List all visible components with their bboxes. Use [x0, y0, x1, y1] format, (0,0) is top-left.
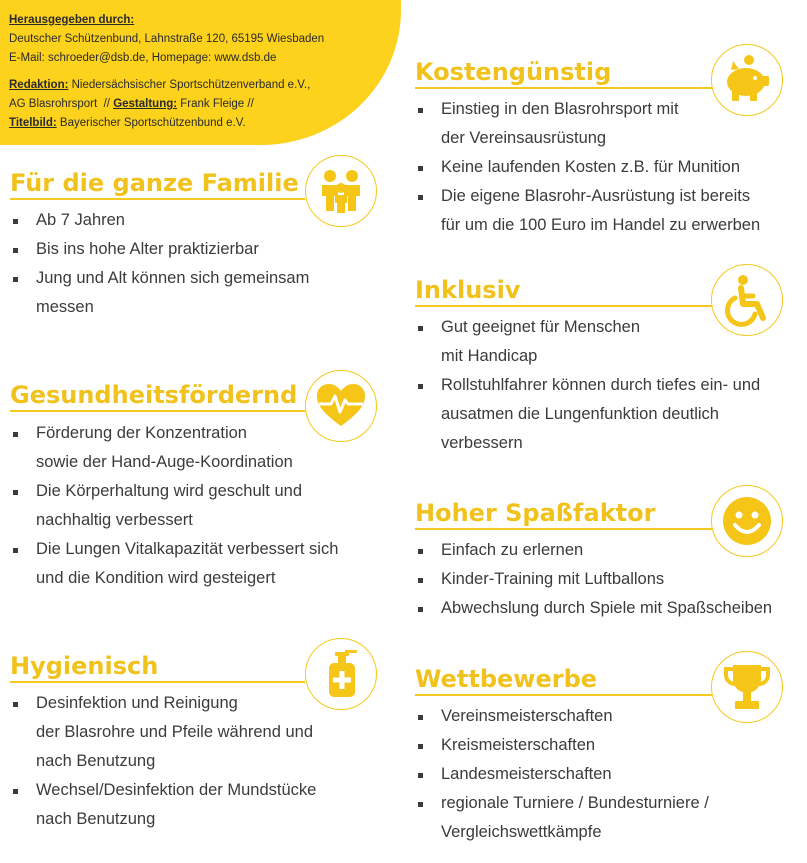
section-title: Kostengünstig [415, 58, 612, 86]
heartbeat-icon [305, 370, 377, 442]
list-item: Gut geeignet für Menschen mit Handicap [415, 313, 760, 371]
list-item: Desinfektion und Reinigung der Blasrohre und Pfeile während und nach Benutzung [10, 689, 316, 776]
list-item: Einfach zu erlernen [415, 536, 772, 565]
separator: // [103, 98, 110, 110]
list-item: Förderung der Konzentration sowie der Hand-Auge-Koordination [10, 419, 338, 477]
list-item: Kinder-Training mit Luftballons [415, 565, 772, 594]
section-title: Gesundheitsfördernd [10, 381, 298, 409]
title-rule [10, 198, 305, 200]
contact-line: E-Mail: schroeder@dsb.de, Homepage: www.dsb.de [9, 52, 277, 64]
cover-value: Bayerischer Sportschützenbund e.V. [59, 117, 246, 129]
list-item: Bis ins hohe Alter praktizierbar [10, 235, 309, 264]
bullet-list [415, 536, 772, 623]
design-value: Frank Fleige [180, 98, 245, 110]
list-item: Einstieg in den Blasrohrsport mit der Vereinsausrüstung [415, 95, 760, 153]
section-title: Inklusiv [415, 276, 521, 304]
bullet-list [10, 206, 309, 322]
cover-label: Titelbild: [9, 117, 57, 129]
list-item: Wechsel/Desinfektion der Mundstücke nach Benutzung [10, 776, 316, 834]
title-rule [415, 528, 712, 530]
editorial-value-2: AG Blasrohrsport [9, 98, 98, 110]
bullet-list [415, 313, 760, 458]
list-item: Jung und Alt können sich gemeinsam messen [10, 264, 309, 322]
design-label: Gestaltung: [113, 98, 178, 110]
list-item: Die Lungen Vitalkapazität verbessert sich und die Kondition wird gesteigert [10, 535, 338, 593]
list-item: Die eigene Blasrohr-Ausrüstung ist bereits für um die 100 Euro im Handel zu erwerben [415, 182, 760, 240]
list-item: Landesmeisterschaften [415, 760, 709, 789]
piggy-bank-icon [711, 44, 783, 116]
title-rule [415, 305, 712, 307]
title-rule [10, 410, 305, 412]
list-item: Ab 7 Jahren [10, 206, 309, 235]
section-title: Für die ganze Familie [10, 169, 299, 197]
separator: // [247, 98, 254, 110]
bullet-list [415, 702, 709, 847]
imprint-block [9, 11, 389, 133]
trophy-icon [711, 651, 783, 723]
smiley-icon [711, 485, 783, 557]
list-item: Rollstuhlfahrer können durch tiefes ein- und ausatmen die Lungenfunktion deutlich verbessern [415, 371, 760, 458]
title-rule [10, 681, 305, 683]
list-item: regionale Turniere / Bundesturniere / Vergleichswettkämpfe [415, 789, 709, 847]
family-icon [305, 155, 377, 227]
section-title: Hygienisch [10, 652, 159, 680]
list-item: Abwechslung durch Spiele mit Spaßscheiben [415, 594, 772, 623]
publisher-label: Herausgegeben durch: [9, 14, 135, 26]
editorial-label: Redaktion: [9, 79, 69, 91]
publisher-line: Deutscher Schützenbund, Lahnstraße 120, 65195 Wiesbaden [9, 33, 325, 45]
title-rule [415, 694, 712, 696]
list-item: Kreismeisterschaften [415, 731, 709, 760]
sanitizer-icon [305, 638, 377, 710]
bullet-list [10, 419, 338, 593]
list-item: Die Körperhaltung wird geschult und nachhaltig verbessert [10, 477, 338, 535]
wheelchair-icon [711, 264, 783, 336]
list-item: Keine laufenden Kosten z.B. für Munition [415, 153, 760, 182]
bullet-list [415, 95, 760, 240]
editorial-value: Niedersächsischer Sportschützenverband e.V., [71, 79, 311, 91]
section-title: Hoher Spaßfaktor [415, 499, 656, 527]
bullet-list [10, 689, 316, 834]
title-rule [415, 87, 712, 89]
list-item: Vereinsmeisterschaften [415, 702, 709, 731]
section-title: Wettbewerbe [415, 665, 598, 693]
